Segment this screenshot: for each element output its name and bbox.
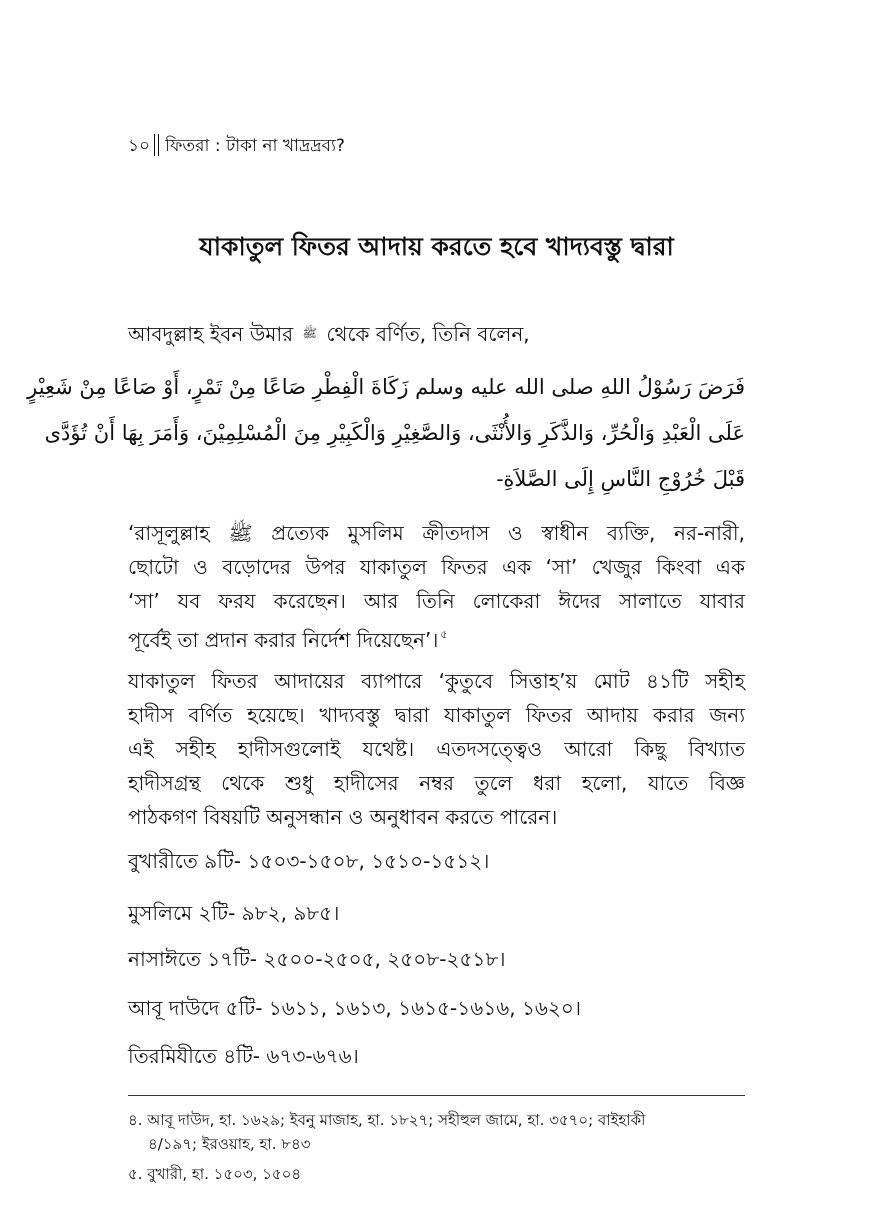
footnote-5 (128, 1162, 745, 1186)
footnote-divider (128, 1095, 745, 1096)
body-line: এই সহীহ হাদীসগুলোই যথেষ্ট। এতদসত্ত্বেও আরো কিছু বিখ্যাত (128, 737, 745, 761)
running-header (128, 134, 345, 158)
arabic-line: قَبْلَ خُرُوْجِ النَّاسِ إِلَى الصَّلاَةِ- (496, 467, 745, 491)
footnote-4-line1: ৪. আবূ দাউদ, হা. ১৬২৯; ইবনু মাজাহ, হা. ১৮২৭; সহীহুল জামে, হা. ৩৫৭০; বাইহাকী (128, 1111, 646, 1129)
translation-paragraph (128, 516, 745, 657)
intro-text-before: আবদুল্লাহ ইবন উমার (128, 322, 294, 346)
honorific-symbol: ﷺ (302, 326, 318, 340)
intro-text-after: থেকে বর্ণিত, তিনি বলেন, (326, 322, 530, 346)
narrator-intro (128, 318, 530, 349)
hadith-count-nasai: নাসাঈতে ১৭টি- ২৫০০-২৫০৫, ২৫০৮-২৫১৮। (128, 947, 506, 971)
arabic-hadith-text (27, 364, 745, 502)
chapter-title: যাকাতুল ফিতর আদায় করতে হবে খাদ্যবস্তু দ্বারা (199, 232, 674, 261)
translation-line: পূর্বেই তা প্রদান করার নির্দেশ দিয়েছেন’। $^৫$ (128, 628, 448, 652)
running-title: ফিতরা : টাকা না খাদ্রদ্রব্য? (165, 136, 345, 156)
footnote-5-line1: ৫. বুখারী, হা. ১৫০৩, ১৫০৪ (128, 1165, 302, 1183)
hadith-count-muslim: মুসলিমে ২টি- ৯৮২, ৯৮৫। (128, 901, 340, 925)
hadith-count-tirmidhi: তিরমিযীতে ৪টি- ৬৭৩-৬৭৬। (128, 1044, 359, 1068)
hadith-count-abu-dawud: আবূ দাউদে ৫টি- ১৬১১, ১৬১৩, ১৬১৫-১৬১৬, ১৬২০। (128, 996, 582, 1020)
body-line: পাঠকগণ বিষয়টি অনুসন্ধান ও অনুধাবন করতে পারেন। (128, 805, 558, 829)
translation-line: ‘সা’ যব ফরয করেছেন। আর তিনি লোকেরা ঈদের সালাতে যাবার (128, 589, 745, 613)
translation-line: ‘রাসূলুল্লাহ ﷺ প্রত্যেক মুসলিম ক্রীতদাস ও স্বাধীন ব্যক্তি, নর-নারী, (128, 521, 745, 545)
footnote-4 (128, 1108, 745, 1156)
footnotes (128, 1108, 745, 1186)
body-line: যাকাতুল ফিতর আদায়ের ব্যাপারে ‘কুতুবে সিত্তাহ’য় মোট ৪১টি সহীহ (128, 669, 745, 693)
translation-line: ছোটো ও বড়োদের উপর যাকাতুল ফিতর এক ‘সা’ খেজুর কিংবা এক (128, 555, 745, 579)
body-paragraph (128, 664, 745, 834)
hadith-count-bukhari: বুখারীতে ৯টি- ১৫০৩-১৫০৮, ১৫১০-১৫১২। (128, 849, 490, 873)
arabic-line: عَلَى الْعَبْدِ وَالْحُرِّ، وَالذَّكَرِ وَالأُنْثَى، وَالصَّغِيْرِ وَالْكَبِيْرِ مِنَ الْمُسْلِمِيْنَ، وَأَمَرَ بِهَا أَنْ تُؤَدَّى (44, 421, 745, 445)
body-line: হাদীস বর্ণিত হয়েছে। খাদ্যবস্তু দ্বারা যাকাতুল ফিতর আদায় করার জন্য (128, 703, 745, 727)
arabic-line: فَرَضَ رَسُوْلُ اللهِ صلى الله عليه وسلم زَكَاةَ الْفِطْرِ صَاعًا مِنْ تَمْرٍ، أَوْ صَاعًا مِنْ شَعِيْرٍ (27, 375, 745, 399)
footnote-4-line2: ৪/১৯৭; ইরওয়াহ, হা. ৮৪৩ (148, 1135, 311, 1153)
body-line: হাদীসগ্রন্থ থেকে শুধু হাদীসের নম্বর তুলে ধরা হলো, যাতে বিজ্ঞ (128, 771, 745, 795)
footnote-reference: ৫ (440, 628, 448, 641)
page-number: ১০ (128, 136, 151, 156)
header-separator (154, 134, 159, 156)
